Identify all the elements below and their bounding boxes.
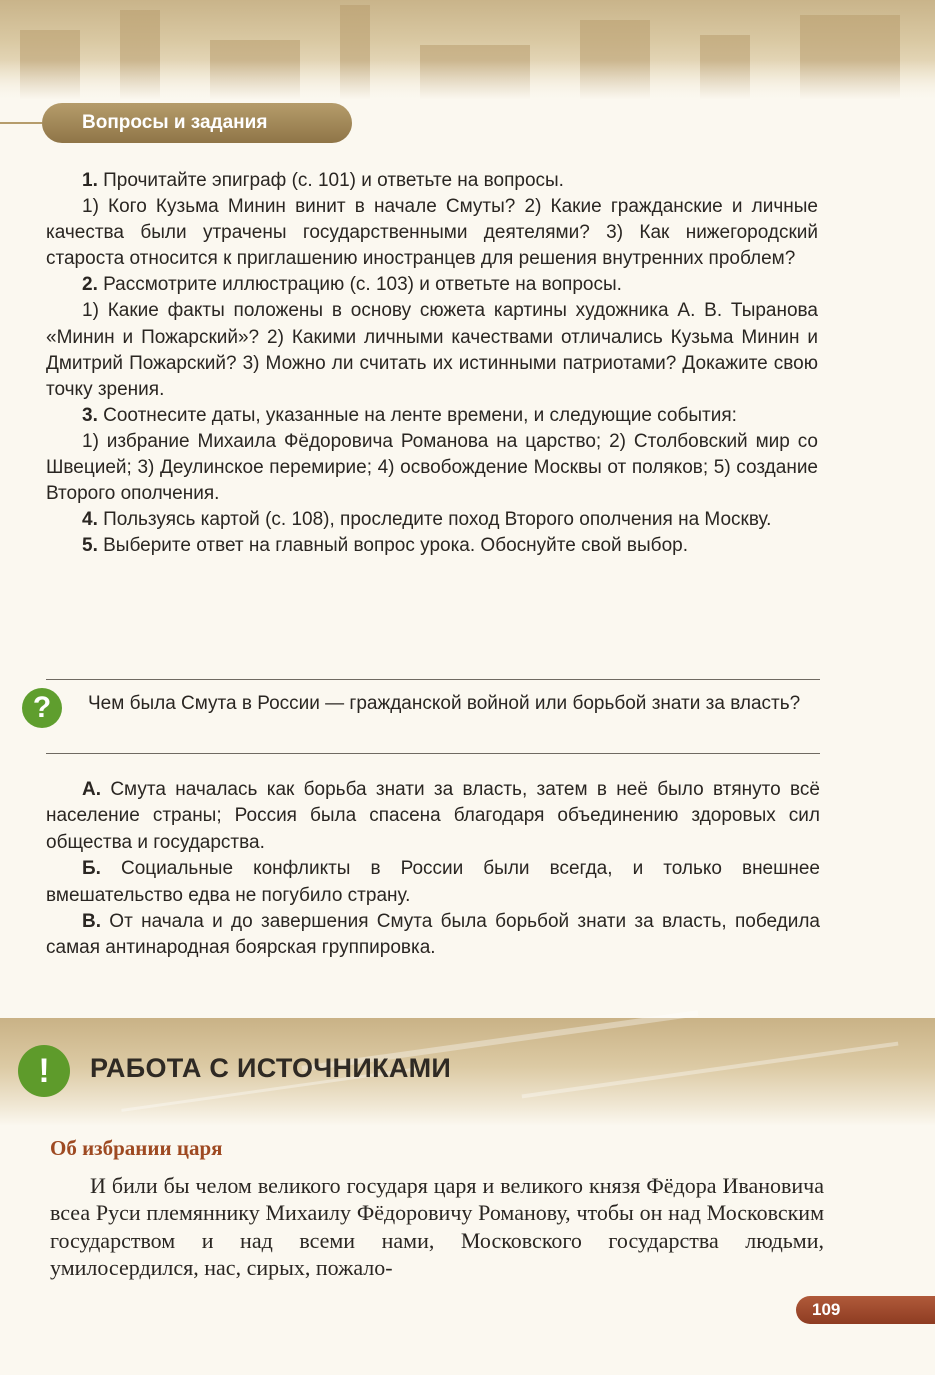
task-item: 3. Соотнесите даты, указанные на ленте времени, и следующие события:	[82, 404, 737, 426]
section-header: Вопросы и задания	[42, 103, 352, 143]
page-number: 109	[796, 1296, 935, 1324]
task-item: 1) Какие факты положены в основу сюжета картины художника А. В. Тыранова «Минин и Пожарский»? 2) Какими личными качествами отличались Кузьма Минин и Дмитрий Пожарский? 3) Можно ли считать их истинными патриотами? Докажите свою точку зрения.	[46, 300, 818, 400]
task-item: 2. Рассмотрите иллюстрацию (с. 103) и ответьте на вопросы.	[82, 274, 622, 296]
main-question: Чем была Смута в России — гражданской войной или борьбой знати за власть?	[88, 693, 801, 714]
question-icon: ?	[22, 688, 62, 728]
answer-option: В. От начала и до завершения Смута была борьбой знати за власть, победила самая антинародная боярская группировка.	[46, 911, 820, 959]
sources-title: РАБОТА С ИСТОЧНИКАМИ	[90, 1053, 452, 1083]
exclamation-icon: !	[18, 1045, 70, 1097]
answers-list	[46, 777, 820, 962]
answer-option: Б. Социальные конфликты в России были всегда, и только внешнее вмешательство едва не погубило страну.	[46, 858, 820, 906]
tasks-list	[46, 168, 818, 559]
task-item: 1) Кого Кузьма Минин винит в начале Смуты? 2) Какие гражданские и личные качества были утрачены государственными деятелями? 3) Как нижегородский староста относится к приглашению иностранцев для решения внутренних проблем?	[46, 196, 818, 270]
task-item: 4. Пользуясь картой (с. 108), проследите поход Второго ополчения на Москву.	[82, 509, 772, 531]
source-text: И били бы челом великого государя царя и великого князя Фёдора Ивановича всеа Руси племяннику Михаилу Фёдоровичу Романову, чтобы он над Московским государством и над всеми нами, Московского государства людьми, умилосердился, нас, сирых, пожало-	[50, 1173, 824, 1281]
task-item: 5. Выберите ответ на главный вопрос урока. Обоснуйте свой выбор.	[82, 535, 688, 557]
divider-top	[46, 679, 820, 680]
task-item: 1. Прочитайте эпиграф (с. 101) и ответьте на вопросы.	[82, 170, 564, 191]
decorative-banner	[0, 0, 935, 100]
answer-option: А. Смута началась как борьба знати за власть, затем в неё было втянуто всё население страны; Россия была спасена благодаря объединению здоровых сил общества и государства.	[46, 779, 820, 853]
divider-bottom	[46, 753, 820, 754]
source-subtitle: Об избрании царя	[50, 1136, 223, 1160]
task-item: 1) избрание Михаила Фёдоровича Романова на царство; 2) Столбовский мир со Швецией; 3) Деулинское перемирие; 4) освобождение Москвы от поляков; 5) создание Второго ополчения.	[46, 430, 818, 505]
header-rule	[0, 122, 42, 124]
